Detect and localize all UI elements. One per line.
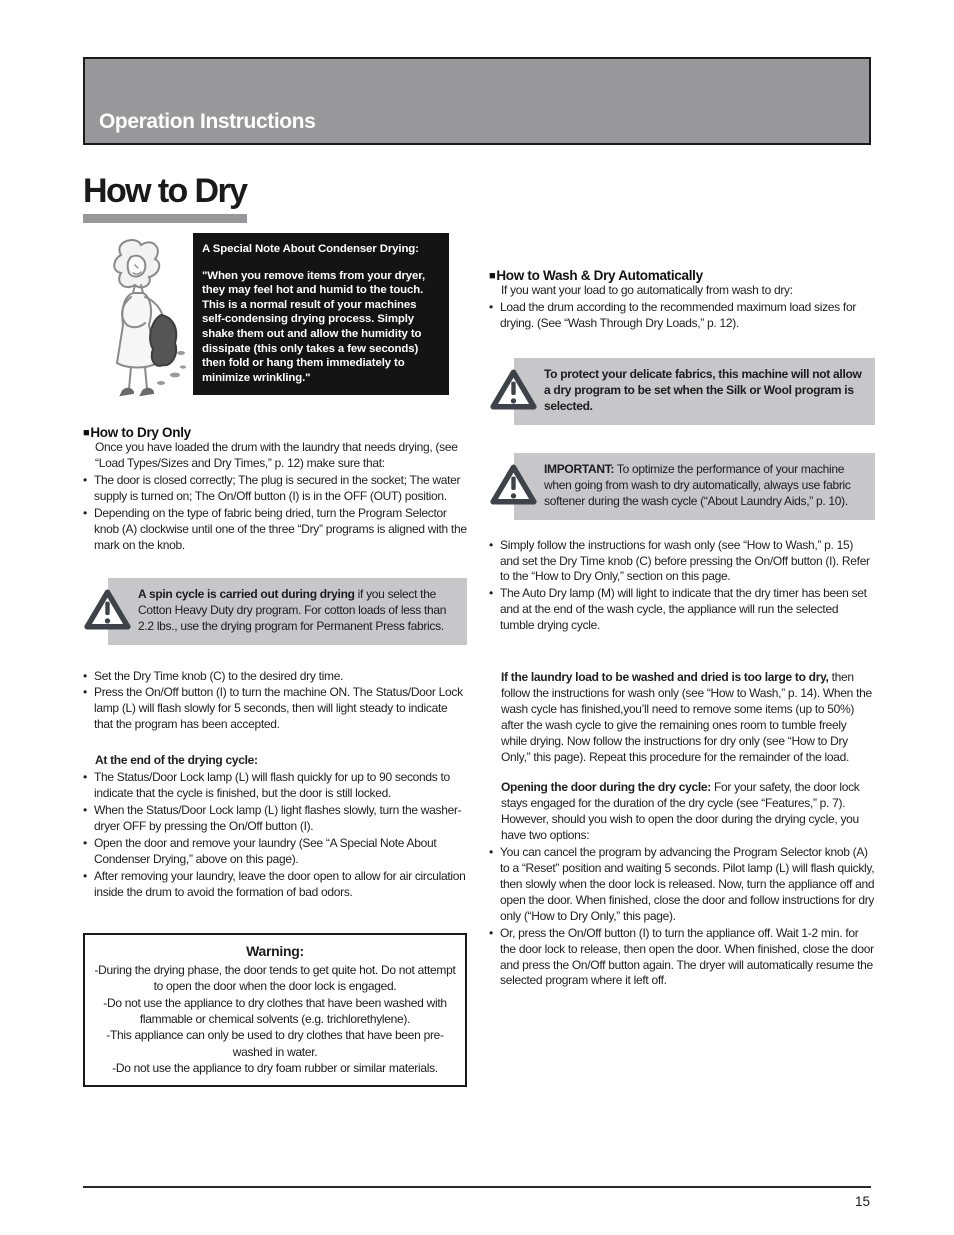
condenser-note-body: "When you remove items from your dryer, they may feel hot and humid to the touch. This is a normal result of your machines self-condensing drying process. Simply shake them out and allow the humidity to dissipate (this only takes a few seconds) then fold or hang them immediately to minimize wrinkling." (202, 269, 426, 384)
too-large-text: then follow the instructions for wash only (see “How to Wash,” p. 14). When the wash cycle has finished,you’ll need to remove some items (up to 50%) after the wash cycle to give the remaining ones room to tumble freely while drying. Now follow the instructions for dry only (see “How to Dry Only,” this page). Repeat this procedure for the remainder of the load. (501, 670, 872, 765)
spin-cycle-notice-text: if you select the Cotton Heavy Duty dry program. For cotton loads of less than 2.2 lbs., use the drying program for Permanent Press fabrics. (138, 586, 447, 633)
end-cycle-bullet: • The Status/Door Lock lamp (L) will flash quickly for up to 90 seconds to indicate that the cycle is finished, but the door is still locked. (83, 770, 467, 802)
spin-cycle-notice-lead: A spin cycle is carried out during drying (138, 586, 355, 601)
warning-icon (490, 463, 537, 506)
opening-option-bullet: • You can cancel the program by advancing the Program Selector knob (A) to a “Reset” position and waiting 5 seconds. Pilot lamp (L) will flash quickly, then slowly when the door lock is released. Now, turn the appliance off and open the door. When finished, close the door and follow instructions for dry only (“How to Dry Only,” this page). (489, 845, 875, 925)
opening-door-text: For your safety, the door lock stays engaged for the duration of the dry cycle (see “Features,” p. 7). However, should you wish to open the door during the drying cycle, you have two options: (501, 780, 860, 842)
important-notice-text: To optimize the performance of your machine when going from wash to dry automatically, always use fabric softener during the wash cycle (“About Laundry Aids,” p. 10). (544, 461, 851, 508)
end-cycle-bullet: • After removing your laundry, leave the door open to allow for air circulation inside the drum to avoid the formation of bad odors. (83, 869, 467, 901)
warning-box-title: Warning: (246, 942, 304, 959)
footer-rule (83, 1186, 871, 1188)
dry-only-bullet: • Depending on the type of fabric being dried, turn the Program Selector knob (A) clockwise until one of the three “Dry” programs is aligned with the mark on the knob. (83, 506, 467, 554)
title-underline (83, 214, 247, 223)
wash-dry-intro: If you want your load to go automatically from wash to dry: (501, 283, 793, 297)
warning-line: -This appliance can only be used to dry clothes that have been pre-washed in water. (106, 1028, 444, 1059)
dry-only-intro: Once you have loaded the drum with the laundry that needs drying, (see “Load Types/Sizes and Dry Times,” p. 12) make sure that: (95, 440, 458, 470)
dry-only-bullet: • The door is closed correctly; The plug is secured in the socket; The water supply is turned on; The On/Off button (I) is in the OFF (OUT) position. (83, 473, 467, 505)
warning-box (83, 933, 467, 1087)
opening-door-paragraph (489, 780, 875, 844)
end-cycle-bullet: • Open the door and remove your laundry (See “A Special Note About Condenser Drying,” above on this page). (83, 836, 467, 868)
laundry-woman-illustration (83, 233, 193, 405)
warning-icon (490, 368, 537, 411)
heading-how-to-dry-only: ■ How to Dry Only (83, 425, 467, 440)
condenser-note-title: A Special Note About Condenser Drying: (202, 243, 419, 255)
onoff-bullet: • Press the On/Off button (I) to turn the machine ON. The Status/Door Lock lamp (L) will flash slowly for 5 seconds, then will light steady to indicate that the program has been accepted. (83, 685, 467, 733)
page-header-bar (83, 57, 871, 145)
page-number: 15 (854, 1194, 870, 1209)
end-cycle-bullet: • When the Status/Door Lock lamp (L) light flashes slowly, turn the washer-dryer OFF by pressing the On/Off button (I). (83, 803, 467, 835)
left-column (83, 233, 467, 1087)
heading-wash-dry-auto: ■ How to Wash & Dry Automatically (489, 268, 875, 283)
header-title: Operation Instructions (99, 110, 316, 133)
warning-line: -During the drying phase, the door tends to get quite hot. Do not attempt to open the door when the door lock is engaged. (94, 962, 456, 994)
wash-dry-step-bullet: • The Auto Dry lamp (M) will light to indicate that the dry timer has been set and at the end of the wash cycle, the appliance will run the selected tumble drying cycle. (489, 586, 875, 634)
warning-line: -Do not use the appliance to dry foam rubber or similar materials. (112, 1060, 438, 1075)
spin-cycle-notice (108, 578, 467, 645)
delicates-notice-text: To protect your delicate fabrics, this machine will not allow a dry program to be set when the Silk or Wool program is selected. (544, 366, 862, 413)
warning-icon (84, 588, 131, 631)
too-large-lead: If the laundry load to be washed and dried is too large to dry, (501, 670, 829, 685)
important-notice-lead: IMPORTANT: (544, 461, 615, 476)
opening-door-lead: Opening the door during the dry cycle: (501, 780, 711, 795)
page-title: How to Dry (83, 172, 247, 210)
condenser-note-box (193, 233, 449, 395)
delicates-notice (514, 358, 875, 425)
end-of-cycle-heading: At the end of the drying cycle: (95, 753, 258, 768)
too-large-paragraph (489, 670, 875, 766)
important-notice (514, 453, 875, 520)
laundry-woman-drawing (83, 233, 193, 405)
opening-option-bullet: • Or, press the On/Off button (I) to turn the appliance off. Wait 1-2 min. for the door lock to release, then open the door. When finished, close the door and press the On/Off button again. The dryer will automatically resume the selected program where it left off. (489, 926, 875, 990)
dry-time-bullet: • Set the Dry Time knob (C) to the desired dry time. (83, 669, 467, 685)
right-column (489, 268, 875, 989)
warning-line: -Do not use the appliance to dry clothes that have been washed with flammable or chemical solvents (e.g. trichlorethylene). (103, 995, 447, 1026)
wash-dry-bullet: • Load the drum according to the recommended maximum load sizes for drying. (See “Wash Through Dry Loads,” p. 12). (489, 300, 875, 332)
condenser-note-row (83, 233, 467, 405)
wash-dry-step-bullet: • Simply follow the instructions for wash only (see “How to Wash,” p. 15) and set the Dry Time knob (C) before pressing the On/Off button (I). Refer to the “How to Dry Only,” section on this page. (489, 538, 875, 586)
